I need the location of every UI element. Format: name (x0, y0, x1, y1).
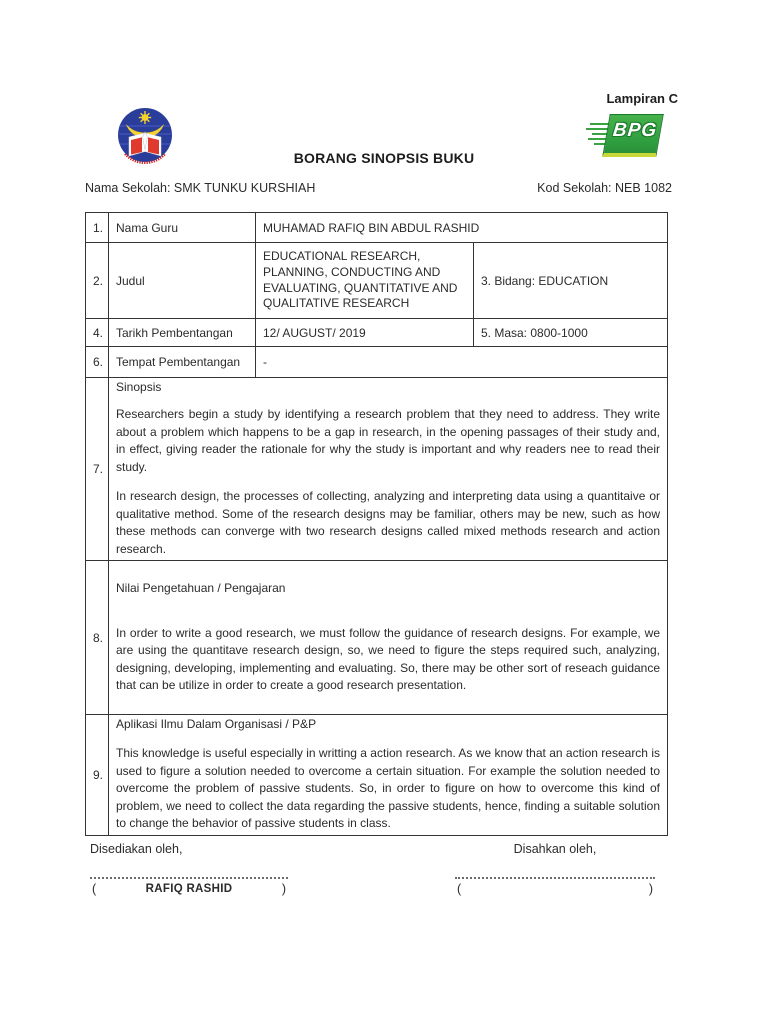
bpg-logo-text: BPG (611, 120, 659, 141)
paren-close: ) (281, 882, 286, 896)
field-value: 12/ AUGUST/ 2019 (256, 319, 474, 347)
section-label: Aplikasi Ilmu Dalam Organisasi / P&P (116, 717, 317, 732)
sinopsis-cell (109, 378, 668, 561)
row-number: 4. (86, 319, 109, 347)
sinopsis-paragraph: Researchers begin a study by identifying a research problem that they need to address. They write about a problem which happens to be a gap in research, in the opening passages of their study and, in effect, giving reader the rationale for why the study is important and why readers nee to read their study. (116, 407, 661, 474)
paren-close: ) (648, 882, 653, 896)
paren-open: ( (457, 882, 462, 896)
field-value: - (256, 347, 668, 378)
section-label: Nilai Pengetahuan / Pengajaran (116, 580, 286, 595)
table-row-sinopsis (86, 378, 668, 561)
prepared-by-block (90, 842, 288, 896)
aplikasi-paragraph: This knowledge is useful especially in writting a action research. As we know that an action research is used to figure a solution needed to overcome a certain situation. For example the solution needed to overcome the problem of passive students. So, in order to figure on how to overcome this kind of problem, we need to collect the data regarding the passive students, hence, finding a suitable solution to change the behavior of passive students in class. (116, 746, 661, 831)
row-number: 2. (86, 243, 109, 319)
page-title: BORANG SINOPSIS BUKU (293, 150, 475, 166)
field-value-masa: 5. Masa: 0800-1000 (474, 319, 668, 347)
sinopsis-paragraph: In research design, the processes of collecting, analyzing and interpreting data using a quantitaive or qualitative method. Some of the research designs may be familiar, others may be new, such as how these methods can converge with two research designs called mixed methods research and action research. (116, 489, 661, 556)
field-label: Tempat Pembentangan (109, 347, 256, 378)
table-row-aplikasi-ilmu (86, 715, 668, 836)
row-number: 1. (86, 213, 109, 243)
field-value: MUHAMAD RAFIQ BIN ABDUL RASHID (256, 213, 668, 243)
row-number: 9. (86, 715, 109, 836)
prepared-by-name-row (90, 882, 288, 896)
verified-by-label: Disahkan oleh, (513, 842, 597, 856)
school-code: Kod Sekolah: NEB 1082 (537, 181, 672, 195)
verified-by-block (455, 842, 655, 896)
paren-open: ( (92, 882, 97, 896)
field-value-bidang: 3. Bidang: EDUCATION (474, 243, 668, 319)
school-info-row (85, 181, 672, 195)
section-label: Sinopsis (116, 380, 162, 394)
row-number: 8. (86, 561, 109, 715)
field-label: Nama Guru (109, 213, 256, 243)
row-number: 7. (86, 378, 109, 561)
signature-dotted-line (455, 877, 655, 879)
aplikasi-ilmu-cell (109, 715, 668, 836)
verified-by-name-row (455, 882, 655, 896)
prepared-by-label: Disediakan oleh, (90, 842, 183, 856)
field-label: Tarikh Pembentangan (109, 319, 256, 347)
row-number: 6. (86, 347, 109, 378)
table-row-tempat (86, 347, 668, 378)
table-row-tarikh (86, 319, 668, 347)
lampiran-label: Lampiran C (606, 91, 678, 106)
synopsis-form-table (85, 212, 668, 836)
nilai-paragraph: In order to write a good research, we must follow the guidance of research designs. For example, we are using the quantitave research design, so, we need to figure the steps required such, analyzing, designing, developing, implementing and evaluating. So, there may be other sort of reseach guidance that can be utilize in order to create a good research presentation. (116, 625, 661, 693)
field-value: EDUCATIONAL RESEARCH, PLANNING, CONDUCTING AND EVALUATING, QUANTITATIVE AND QUALITATIVE RESEARCH (256, 243, 474, 319)
table-row-judul (86, 243, 668, 319)
table-row-nilai-pengetahuan (86, 561, 668, 715)
school-name: Nama Sekolah: SMK TUNKU KURSHIAH (85, 181, 316, 195)
signature-dotted-line (90, 877, 288, 879)
table-row-nama-guru (86, 213, 668, 243)
prepared-by-name: RAFIQ RASHID (145, 883, 233, 895)
nilai-pengetahuan-cell (109, 561, 668, 715)
field-label: Judul (109, 243, 256, 319)
